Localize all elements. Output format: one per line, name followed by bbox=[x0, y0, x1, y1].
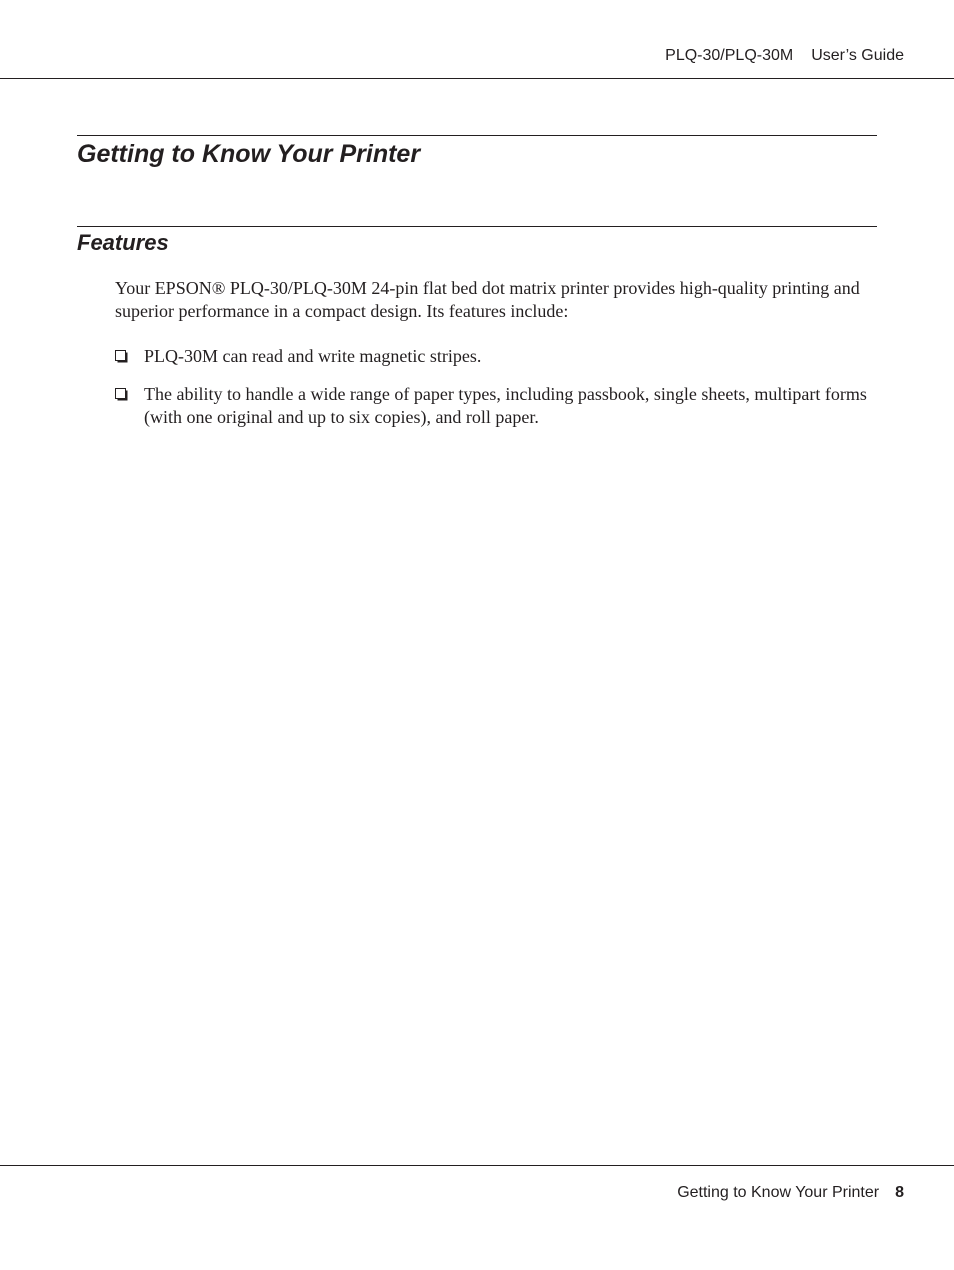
footer-divider bbox=[0, 1165, 954, 1166]
running-footer bbox=[677, 1184, 904, 1202]
intro-paragraph: Your EPSON® PLQ-30/PLQ-30M 24-pin flat bed dot matrix printer provides high-quality printing and superior performance in a compact design. Its features include: bbox=[115, 278, 860, 321]
chapter-divider bbox=[77, 135, 877, 136]
section-divider bbox=[77, 226, 877, 227]
section-title: Features bbox=[77, 230, 169, 255]
list-item bbox=[115, 345, 880, 368]
checkbox-bullet-icon bbox=[115, 388, 128, 401]
list-item-text: PLQ-30M can read and write magnetic stripes. bbox=[144, 346, 482, 366]
list-item-text: The ability to handle a wide range of paper types, including passbook, single sheets, multipart forms (with one original and up to six copies), and roll paper. bbox=[144, 384, 867, 427]
feature-list bbox=[115, 345, 880, 444]
chapter-title: Getting to Know Your Printer bbox=[77, 140, 421, 168]
page-number: 8 bbox=[895, 1184, 904, 1201]
header-guide-title: User’s Guide bbox=[811, 47, 904, 64]
footer-chapter: Getting to Know Your Printer bbox=[677, 1184, 880, 1201]
checkbox-bullet-icon bbox=[115, 350, 128, 363]
header-divider bbox=[0, 78, 954, 79]
header-model: PLQ-30/PLQ-30M bbox=[665, 47, 794, 64]
running-header bbox=[665, 47, 904, 65]
list-item bbox=[115, 383, 880, 429]
